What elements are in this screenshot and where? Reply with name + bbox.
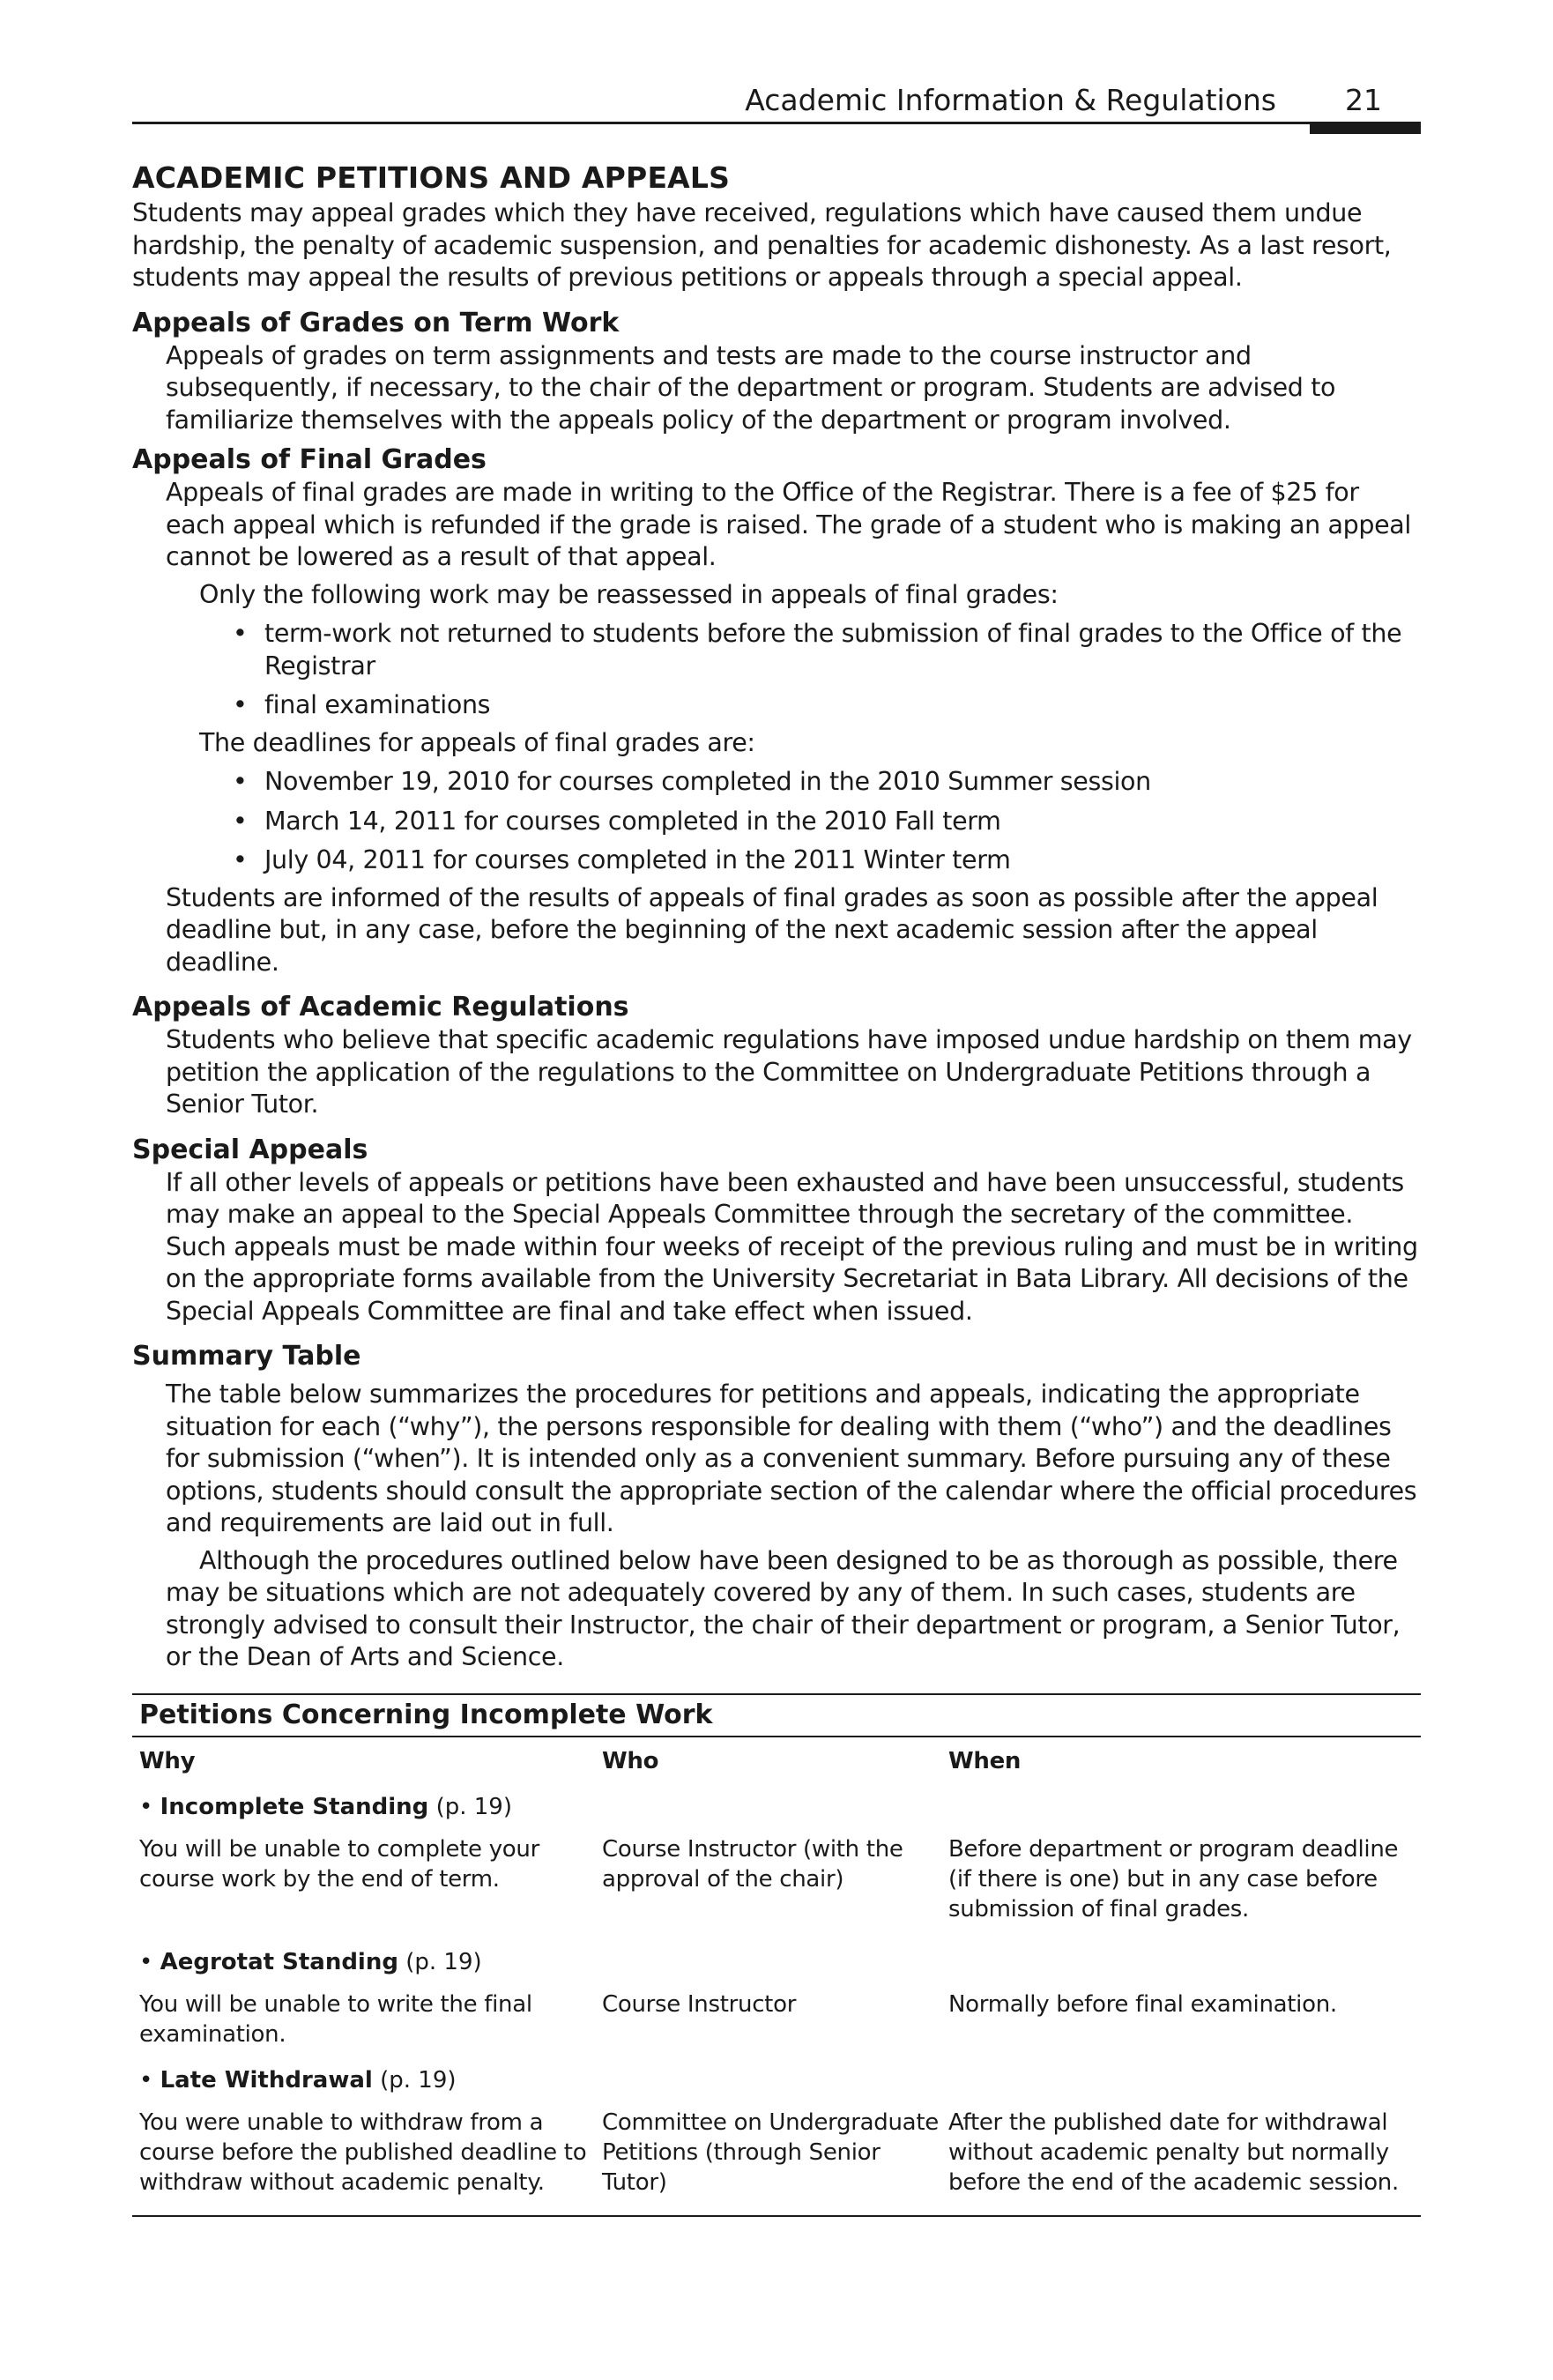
- regulations-heading: Appeals of Academic Regulations: [132, 992, 629, 1023]
- table-caption: Petitions Concerning Incomplete Work: [132, 1695, 1421, 1737]
- petitions-table: [132, 1693, 1421, 2217]
- group-title-late-withdrawal: • Late Withdrawal (p. 19): [139, 2066, 457, 2094]
- cell-why: You will be unable to write the final examination.: [139, 1990, 532, 2048]
- final-grades-paragraph: Appeals of final grades are made in writing to the Office of the Registrar. There is a fee of $25 for each appeal which is refunded if the grade is raised. The grade of a student who is making an appeal cannot be lowered as a result of that appeal.: [166, 478, 1411, 571]
- term-work-heading: Appeals of Grades on Term Work: [132, 307, 620, 338]
- header-corner-block: [1310, 122, 1421, 134]
- section-heading: ACADEMIC PETITIONS AND APPEALS: [132, 160, 731, 195]
- summary-heading: Summary Table: [132, 1341, 361, 1372]
- main-content: [132, 159, 1421, 2217]
- summary-paragraph-1: The table below summarizes the procedures for petitions and appeals, indicating the appropriate situation for each (“why”), the persons responsible for dealing with them (“who”) and the deadlines for submission (“when”). It is intended only as a convenient summary. Before pursuing any of these options, students should consult the appropriate section of the calendar where the official procedures and requirements are laid out in full.: [166, 1380, 1417, 1537]
- term-work-paragraph: Appeals of grades on term assignments and tests are made to the course instructor and subsequently, if necessary, to the chair of the department or program. Students are advised to familiarize themselves with the appeals policy of the department or program involved.: [166, 340, 1336, 435]
- list-item: • November 19, 2010 for courses completed in the 2010 Summer session: [233, 767, 1151, 796]
- running-header: [132, 81, 1421, 124]
- regulations-paragraph: Students who believe that specific academic regulations have imposed undue hardship on them may petition the application of the regulations to the Committee on Undergraduate Petitions through a Senior Tutor.: [166, 1025, 1412, 1119]
- list-item: • term-work not returned to students before the submission of final grades to the Office of the Registrar: [233, 619, 1402, 681]
- column-header-when: When: [948, 1747, 1022, 1774]
- list-item: • July 04, 2011 for courses completed in the 2011 Winter term: [233, 845, 1011, 874]
- cell-who: Course Instructor (with the approval of the chair): [602, 1835, 903, 1893]
- column-header-why: Why: [139, 1747, 196, 1774]
- special-appeals-paragraph: If all other levels of appeals or petitions have been exhausted and have been unsuccessful, students may make an appeal to the Special Appeals Committee through the secretary of the committee. Such appeals must be made within four weeks of receipt of the previous ruling and must be in writing on the appropriate forms available from the University Secretariat in Bata Library. All decisions of the Special Appeals Committee are final and take effect when issued.: [166, 1167, 1418, 1326]
- table-row: [132, 2108, 1421, 2215]
- special-appeals-heading: Special Appeals: [132, 1134, 368, 1165]
- list-item: • March 14, 2011 for courses completed in the 2010 Fall term: [233, 806, 1001, 836]
- cell-why: You will be unable to complete your course work by the end of term.: [139, 1835, 539, 1893]
- table-row: [132, 1834, 1421, 1924]
- cell-when: Before department or program deadline (if there is one) but in any case before submission of final grades.: [948, 1835, 1399, 1923]
- cell-when: After the published date for withdrawal without academic penalty but normally before the end of the academic session.: [948, 2109, 1399, 2196]
- cell-why: You were unable to withdraw from a course before the published deadline to withdraw without academic penalty.: [139, 2109, 587, 2196]
- deadlines-intro: The deadlines for appeals of final grades are:: [199, 727, 755, 757]
- table-row: [132, 1990, 1421, 2049]
- reassess-list: [132, 618, 1421, 722]
- summary-paragraph-2: Although the procedures outlined below have been designed to be as thorough as possible, there may be situations which are not adequately covered by any of them. In such cases, students are strongly advised to consult their Instructor, the chair of their department or program, a Senior Tutor, or the Dean of Arts and Science.: [166, 1545, 1401, 1671]
- list-item: • final examinations: [233, 690, 491, 719]
- running-title: Academic Information & Regulations: [745, 83, 1276, 117]
- cell-who: Committee on Undergraduate Petitions (through Senior Tutor): [602, 2109, 939, 2196]
- cell-when: Normally before final examination.: [948, 1990, 1337, 2018]
- group-title-aegrotat-standing: • Aegrotat Standing (p. 19): [139, 1948, 482, 1975]
- reassess-intro: Only the following work may be reassessed in appeals of final grades:: [199, 579, 1059, 609]
- results-paragraph: Students are informed of the results of appeals of final grades as soon as possible after the appeal deadline but, in any case, before the beginning of the next academic session after the appeal deadline.: [166, 882, 1378, 977]
- intro-paragraph: Students may appeal grades which they have received, regulations which have caused them undue hardship, the penalty of academic suspension, and penalties for academic dishonesty. As a last resort, students may appeal the results of previous petitions or appeals through a special appeal.: [132, 198, 1392, 292]
- cell-who: Course Instructor: [602, 1990, 797, 2018]
- column-header-who: Who: [602, 1747, 659, 1774]
- page-number: 21: [1345, 83, 1382, 117]
- group-title-incomplete-standing: • Incomplete Standing (p. 19): [139, 1793, 512, 1820]
- deadlines-list: [132, 766, 1421, 877]
- table-header-row: [132, 1746, 1421, 1776]
- final-grades-heading: Appeals of Final Grades: [132, 444, 487, 475]
